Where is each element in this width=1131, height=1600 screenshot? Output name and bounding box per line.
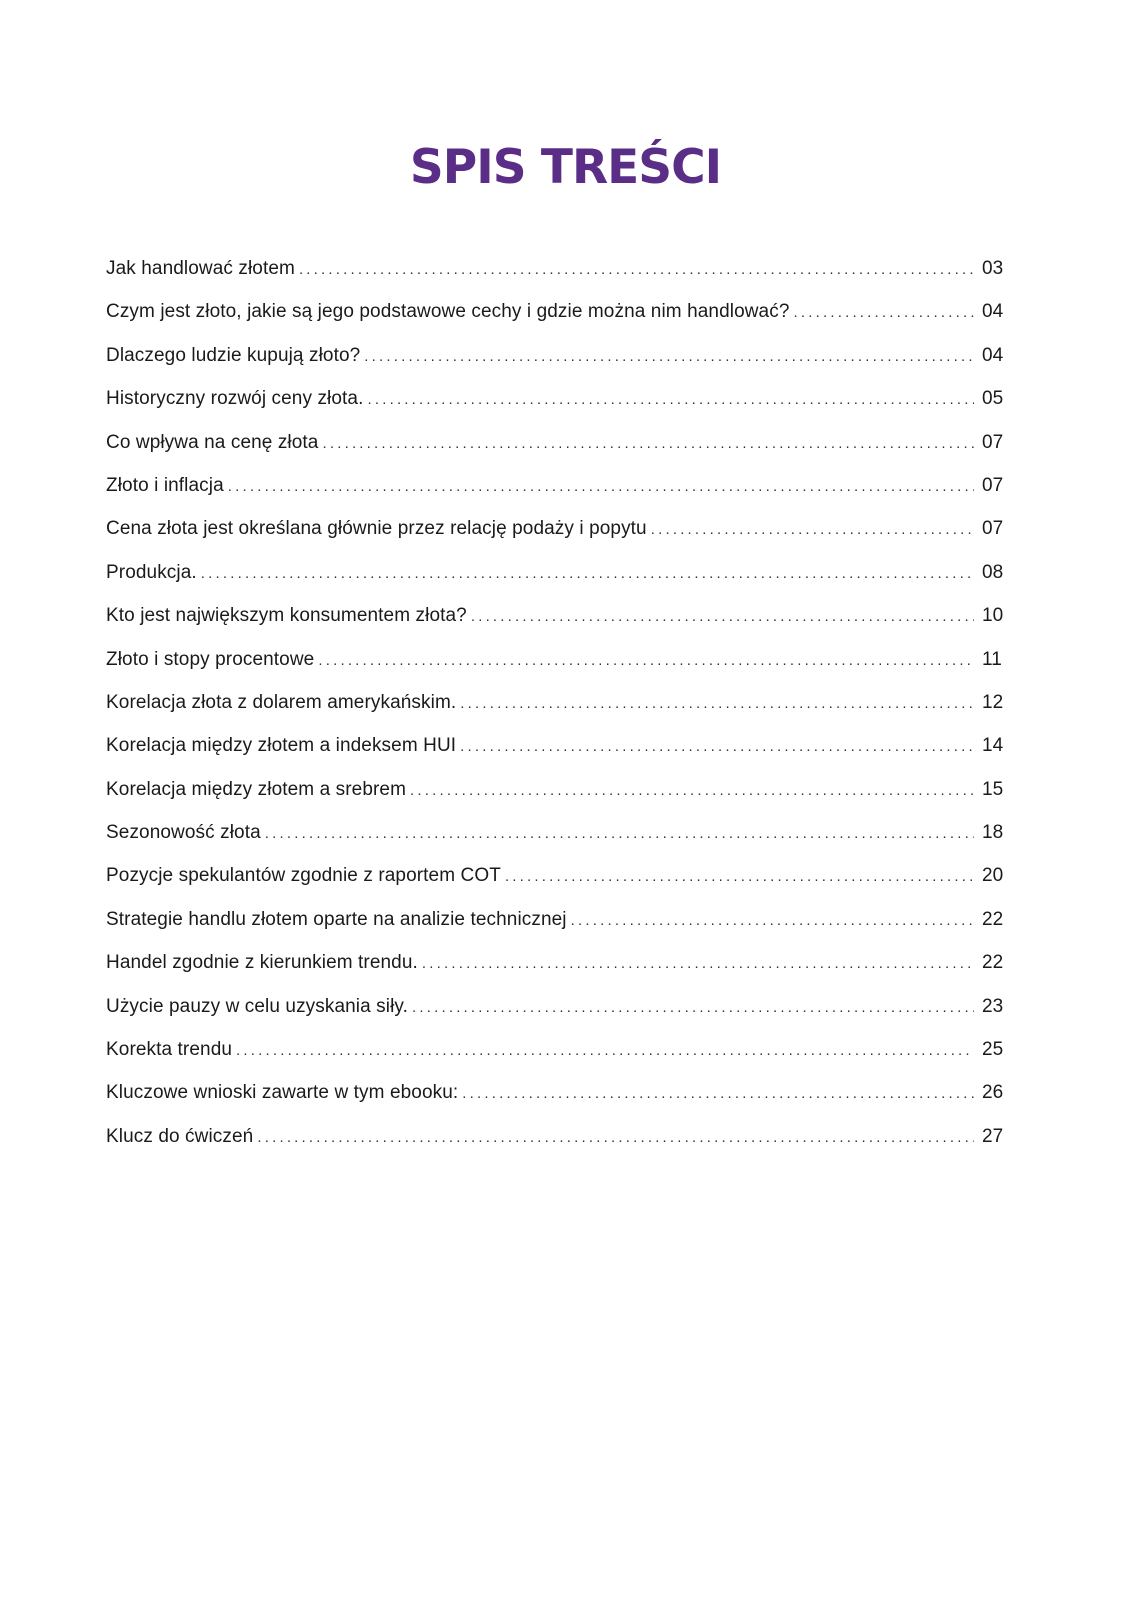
toc-entry-title: Dlaczego ludzie kupują złoto? bbox=[106, 344, 361, 366]
toc-entry[interactable] bbox=[106, 605, 1026, 648]
toc-page-number: 22 bbox=[982, 952, 1004, 974]
toc-page-number: 05 bbox=[982, 388, 1004, 410]
toc-leader-dots bbox=[228, 478, 974, 495]
toc-page-number: 15 bbox=[982, 778, 1004, 800]
toc-entry[interactable] bbox=[106, 258, 1026, 301]
toc-entry-title: Strategie handlu złotem oparte na analizie technicznej bbox=[106, 908, 567, 930]
toc-entry-title: Produkcja. bbox=[106, 561, 197, 583]
toc-leader-dots bbox=[236, 1042, 974, 1059]
toc-entry-title: Jak handlować złotem bbox=[106, 258, 295, 279]
toc-leader-dots bbox=[460, 695, 974, 712]
toc-entry[interactable] bbox=[106, 1039, 1026, 1082]
toc-page-number: 18 bbox=[982, 822, 1004, 844]
toc-entry[interactable] bbox=[106, 822, 1026, 865]
toc-page-number: 22 bbox=[982, 908, 1004, 930]
toc-page-number: 20 bbox=[982, 865, 1004, 887]
toc-leader-dots bbox=[410, 782, 974, 799]
toc-page-number: 07 bbox=[982, 431, 1004, 453]
toc-leader-dots bbox=[571, 912, 974, 929]
toc-entry-title: Handel zgodnie z kierunkiem trendu. bbox=[106, 952, 418, 974]
toc-entry[interactable] bbox=[106, 996, 1026, 1039]
toc-leader-dots bbox=[422, 955, 974, 972]
toc-page-number: 03 bbox=[982, 258, 1004, 279]
toc-leader-dots bbox=[364, 348, 974, 365]
toc-entry-title: Złoto i inflacja bbox=[106, 474, 224, 496]
page-title: SPIS TREŚCI bbox=[409, 140, 722, 195]
toc-leader-dots bbox=[257, 1129, 974, 1146]
toc-entry-title: Pozycje spekulantów zgodnie z raportem COT bbox=[106, 865, 501, 887]
toc-leader-dots bbox=[794, 304, 975, 321]
toc-page-number: 11 bbox=[982, 648, 1002, 670]
toc-entry-title: Użycie pauzy w celu uzyskania siły. bbox=[106, 995, 408, 1017]
toc-leader-dots bbox=[201, 565, 974, 582]
toc-entry-title: Złoto i stopy procentowe bbox=[106, 648, 315, 670]
toc-entry[interactable] bbox=[106, 865, 1026, 908]
toc-page-number: 07 bbox=[982, 474, 1004, 496]
toc-leader-dots bbox=[265, 825, 974, 842]
toc-entry-title: Co wpływa na cenę złota bbox=[106, 431, 319, 453]
toc-page-number: 04 bbox=[982, 344, 1004, 366]
toc-page-number: 14 bbox=[982, 735, 1004, 757]
toc-page-number: 25 bbox=[982, 1039, 1004, 1061]
toc-page-number: 23 bbox=[982, 995, 1004, 1017]
toc-leader-dots bbox=[322, 435, 974, 452]
toc-entry[interactable] bbox=[106, 345, 1026, 388]
toc-entry[interactable] bbox=[106, 909, 1026, 952]
toc-entry-title: Klucz do ćwiczeń bbox=[106, 1125, 254, 1147]
toc-page-number: 26 bbox=[982, 1082, 1004, 1104]
toc-page-number: 07 bbox=[982, 518, 1004, 540]
toc-leader-dots bbox=[651, 521, 974, 538]
toc-page-number: 08 bbox=[982, 561, 1004, 583]
toc-entry[interactable] bbox=[106, 779, 1026, 822]
toc-entry[interactable] bbox=[106, 649, 1026, 692]
toc-leader-dots bbox=[299, 261, 974, 278]
toc-leader-dots bbox=[505, 868, 974, 885]
toc-page-number: 10 bbox=[982, 605, 1004, 627]
toc-leader-dots bbox=[412, 999, 974, 1016]
toc-entry[interactable] bbox=[106, 692, 1026, 735]
toc-entry-title: Korelacja między złotem a srebrem bbox=[106, 778, 407, 800]
toc-leader-dots bbox=[462, 1085, 974, 1102]
toc-entry-title: Kto jest największym konsumentem złota? bbox=[106, 605, 467, 627]
table-of-contents bbox=[106, 258, 1026, 1169]
toc-entry[interactable] bbox=[106, 562, 1026, 605]
toc-leader-dots bbox=[460, 738, 974, 755]
toc-leader-dots bbox=[318, 652, 974, 669]
toc-entry[interactable] bbox=[106, 1126, 1026, 1169]
toc-entry-title: Korelacja między złotem a indeksem HUI bbox=[106, 735, 457, 757]
toc-entry[interactable] bbox=[106, 952, 1026, 995]
toc-entry-title: Cena złota jest określana głównie przez relację podaży i popytu bbox=[106, 518, 647, 540]
toc-entry-title: Historyczny rozwój ceny złota. bbox=[106, 388, 364, 410]
toc-page-number: 04 bbox=[982, 301, 1004, 323]
toc-entry-title: Korelacja złota z dolarem amerykańskim. bbox=[106, 691, 457, 713]
toc-page-number: 12 bbox=[982, 691, 1004, 713]
toc-entry[interactable] bbox=[106, 518, 1026, 561]
toc-entry-title: Kluczowe wnioski zawarte w tym ebooku: bbox=[106, 1082, 459, 1104]
toc-page-number: 27 bbox=[982, 1125, 1004, 1147]
toc-entry[interactable] bbox=[106, 475, 1026, 518]
toc-entry-title: Korekta trendu bbox=[106, 1039, 233, 1061]
toc-leader-dots bbox=[367, 391, 974, 408]
toc-entry[interactable] bbox=[106, 301, 1026, 344]
toc-entry-title: Czym jest złoto, jakie są jego podstawowe cechy i gdzie można nim handlować? bbox=[106, 301, 790, 323]
toc-leader-dots bbox=[471, 608, 974, 625]
toc-entry[interactable] bbox=[106, 1082, 1026, 1125]
toc-entry[interactable] bbox=[106, 432, 1026, 475]
toc-entry[interactable] bbox=[106, 388, 1026, 431]
toc-entry[interactable] bbox=[106, 735, 1026, 778]
toc-entry-title: Sezonowość złota bbox=[106, 822, 261, 844]
